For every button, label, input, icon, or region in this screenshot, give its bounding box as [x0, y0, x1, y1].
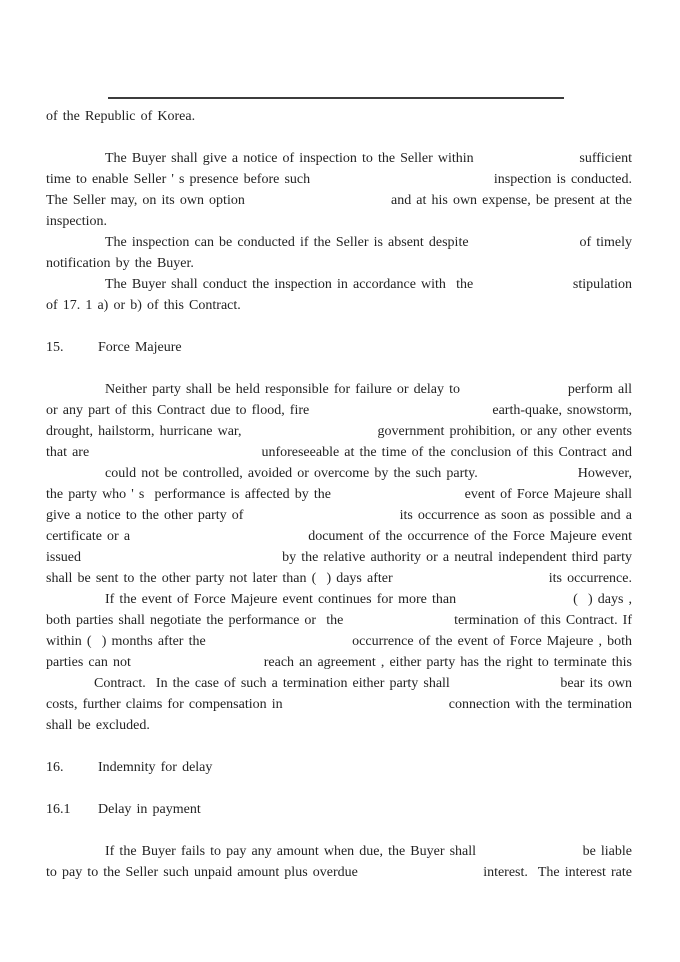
text-segment: both parties shall negotiate the performance or the — [46, 613, 344, 628]
section-heading — [46, 337, 632, 358]
text-line — [46, 232, 632, 253]
text-segment: government prohibition, or any other events — [377, 424, 632, 439]
text-segment: Neither party shall be held responsible for failure or delay to — [105, 382, 460, 397]
text-line — [46, 400, 632, 421]
text-line — [46, 316, 632, 337]
text-line — [46, 694, 632, 715]
text-segment: notification by the Buyer. — [46, 256, 194, 271]
text-segment: within ( ) months after the — [46, 634, 206, 649]
text-line — [46, 169, 632, 190]
text-segment: to pay to the Seller such unpaid amount plus overdue — [46, 865, 358, 880]
text-line — [46, 862, 632, 883]
text-line — [46, 358, 632, 379]
text-line — [46, 736, 632, 757]
text-segment: bear its own — [560, 676, 632, 691]
text-line — [46, 589, 632, 610]
text-segment: reach an agreement , either party has the right to terminate this — [263, 655, 632, 670]
text-segment: time to enable Seller ' s presence before such — [46, 172, 311, 187]
text-segment: document of the occurrence of the Force Majeure event — [308, 529, 632, 544]
section-heading — [46, 799, 632, 820]
text-segment: interest. The interest rate — [483, 865, 632, 880]
text-segment: and at his own expense, be present at the — [390, 193, 632, 208]
text-segment: stipulation — [572, 277, 632, 292]
text-line — [46, 463, 632, 484]
text-line — [46, 421, 632, 442]
text-segment: inspection is conducted. — [493, 172, 632, 187]
text-segment: the party who ' s performance is affected by the — [46, 487, 331, 502]
text-segment: If the Buyer fails to pay any amount when due, the Buyer shall — [105, 844, 477, 859]
text-segment: unforeseeable at the time of the conclusion of this Contract and — [261, 445, 632, 460]
text-line — [46, 568, 632, 589]
text-segment: drought, hailstorm, hurricane war, — [46, 424, 242, 439]
text-segment: of timely — [579, 235, 632, 250]
text-segment: perform all — [567, 382, 632, 397]
text-column — [46, 106, 632, 883]
text-segment: of the Republic of Korea. — [46, 109, 196, 124]
section-number: 15. — [46, 340, 64, 355]
text-line — [46, 253, 632, 274]
text-segment: its occurrence. — [548, 571, 632, 586]
text-line — [46, 484, 632, 505]
text-segment: could not be controlled, avoided or overcome by the such party. — [105, 466, 478, 481]
text-line — [46, 652, 632, 673]
text-line — [46, 526, 632, 547]
text-segment: ( ) days , — [573, 592, 632, 607]
text-segment: connection with the termination — [448, 697, 632, 712]
text-line — [46, 190, 632, 211]
section-number: 16. — [46, 760, 64, 775]
section-title: Indemnity for delay — [98, 760, 213, 775]
text-segment: The Buyer shall give a notice of inspection to the Seller within — [105, 151, 474, 166]
text-segment: issued — [46, 550, 81, 565]
text-segment: If the event of Force Majeure event continues for more than — [105, 592, 457, 607]
text-segment: The Seller may, on its own option — [46, 193, 245, 208]
section-title: Delay in payment — [98, 802, 201, 817]
text-segment: occurrence of the event of Force Majeure , both — [352, 634, 632, 649]
text-segment: costs, further claims for compensation in — [46, 697, 283, 712]
text-segment: shall be sent to the other party not later than ( ) days after — [46, 571, 393, 586]
text-segment: that are — [46, 445, 90, 460]
section-title: Force Majeure — [98, 340, 182, 355]
text-segment: earth-quake, snowstorm, — [492, 403, 632, 418]
text-line — [46, 379, 632, 400]
text-segment: The Buyer shall conduct the inspection in accordance with the — [105, 277, 474, 292]
text-segment: shall be excluded. — [46, 718, 150, 733]
text-segment: its occurrence as soon as possible and a — [399, 508, 632, 523]
text-line — [46, 274, 632, 295]
text-segment: Contract. In the case of such a termination either party shall — [94, 676, 450, 691]
text-segment: or any part of this Contract due to flood, fire — [46, 403, 310, 418]
text-segment: inspection. — [46, 214, 108, 229]
text-line — [46, 631, 632, 652]
section-number: 16.1 — [46, 802, 71, 817]
text-segment: be liable — [582, 844, 632, 859]
text-segment: However, — [577, 466, 632, 481]
text-segment: of 17. 1 a) or b) of this Contract. — [46, 298, 241, 313]
text-line — [46, 505, 632, 526]
text-line — [46, 841, 632, 862]
text-line — [46, 673, 632, 694]
text-line — [46, 778, 632, 799]
text-segment: The inspection can be conducted if the Seller is absent despite — [105, 235, 469, 250]
text-segment: give a notice to the other party of — [46, 508, 244, 523]
text-line — [46, 820, 632, 841]
text-line — [46, 442, 632, 463]
text-line — [46, 295, 632, 316]
text-segment: certificate or a — [46, 529, 131, 544]
section-heading — [46, 757, 632, 778]
text-segment: termination of this Contract. If — [454, 613, 632, 628]
text-line — [46, 547, 632, 568]
header-rule — [108, 97, 564, 99]
text-line — [46, 715, 632, 736]
text-line — [46, 106, 632, 127]
text-line — [46, 127, 632, 148]
text-segment: sufficient — [579, 151, 632, 166]
text-line — [46, 610, 632, 631]
text-line — [46, 148, 632, 169]
text-segment: event of Force Majeure shall — [464, 487, 632, 502]
text-line — [46, 211, 632, 232]
text-segment: parties can not — [46, 655, 131, 670]
text-segment: by the relative authority or a neutral independent third party — [282, 550, 632, 565]
